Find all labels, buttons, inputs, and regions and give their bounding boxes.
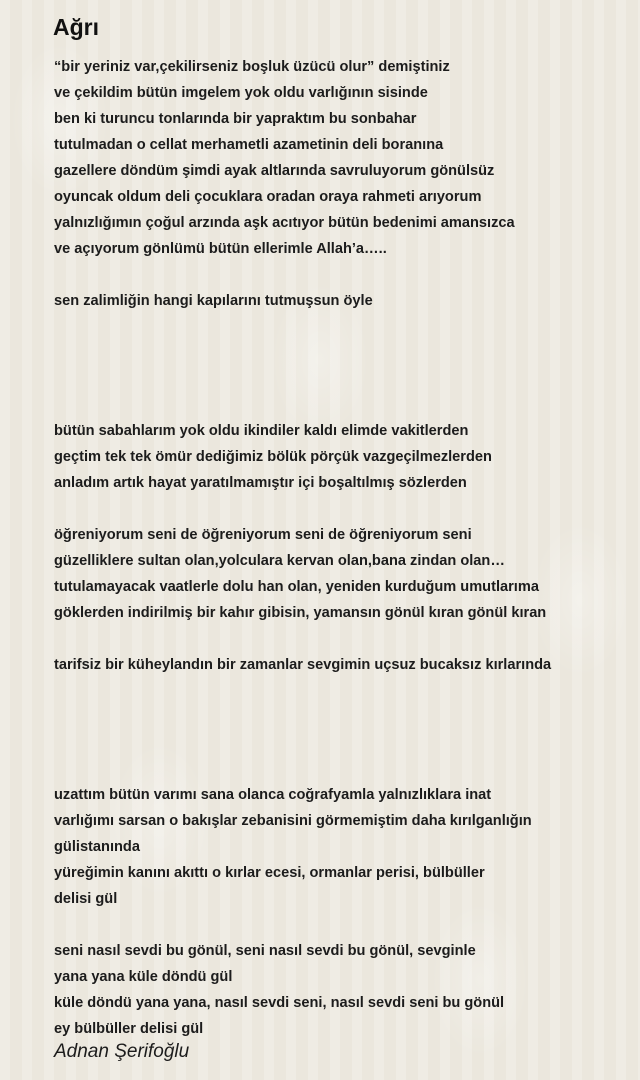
poem-line: geçtim tek tek ömür dediğimiz bölük pörçük vazgeçilmezlerden	[54, 449, 492, 465]
poem-line: yana yana küle döndü gül	[54, 969, 233, 985]
poem-line	[54, 730, 634, 756]
poem-line: uzattım bütün varımı sana olanca coğrafyamla yalnızlıklara inat	[54, 787, 492, 803]
poem-line	[54, 496, 634, 522]
poem-line	[54, 366, 634, 392]
author-name: Adnan Şerifoğlu	[54, 1041, 190, 1062]
poem-line: bütün sabahlarım yok oldu ikindiler kaldı elimde vakitlerden	[54, 423, 469, 439]
poem-line: seni nasıl sevdi bu gönül, seni nasıl sevdi bu gönül, sevginle	[54, 943, 476, 959]
poem-line: ve açıyorum gönlümü bütün ellerimle Allah’a…..	[54, 241, 387, 257]
poem-line: yüreğimin kanını akıttı o kırlar ecesi, ormanlar perisi, bülbüller	[54, 865, 485, 881]
poem-line: ben ki turuncu tonlarında bir yapraktım bu sonbahar	[54, 111, 417, 127]
poem-line: gülistanında	[54, 839, 140, 855]
poem-line	[54, 626, 634, 652]
poem-line: tutulmadan o cellat merhametli azametinin deli boranına	[54, 137, 444, 153]
poem-title: Ağrı	[53, 14, 99, 40]
poem-line: delisi gül	[54, 891, 118, 907]
poem-line	[54, 756, 634, 782]
poem-line: ve çekildim bütün imgelem yok oldu varlığının sisinde	[54, 85, 428, 101]
poem-line: sen zalimliğin hangi kapılarını tutmuşsun öyle	[54, 293, 373, 309]
poem-line: ey bülbüller delisi gül	[54, 1021, 204, 1037]
poem-line: küle döndü yana yana, nasıl sevdi seni, nasıl sevdi seni bu gönül	[54, 995, 505, 1011]
poem-line: “bir yeriniz var,çekilirseniz boşluk üzücü olur” demiştiniz	[54, 59, 450, 75]
poem-body	[54, 54, 634, 1042]
poem-line	[54, 678, 634, 704]
poem-line	[54, 262, 634, 288]
poem-line: tarifsiz bir küheylandın bir zamanlar sevgimin uçsuz bucaksız kırlarında	[54, 657, 552, 673]
poem-line: varlığımı sarsan o bakışlar zebanisini görmemiştim daha kırılganlığın	[54, 813, 532, 829]
poem-line: göklerden indirilmiş bir kahır gibisin, yamansın gönül kıran gönül kıran	[54, 605, 547, 621]
poem-line	[54, 704, 634, 730]
poem-line: güzelliklere sultan olan,yolculara kervan olan,bana zindan olan…	[54, 553, 505, 569]
poem-line: oyuncak oldum deli çocuklara oradan oraya rahmeti arıyorum	[54, 189, 482, 205]
poem-line: yalnızlığımın çoğul arzında aşk acıtıyor bütün bedenimi amansızca	[54, 215, 515, 231]
poem-line	[54, 314, 634, 340]
poem-line: öğreniyorum seni de öğreniyorum seni de öğreniyorum seni	[54, 527, 472, 543]
poem-line: anladım artık hayat yaratılmamıştır içi boşaltılmış sözlerden	[54, 475, 467, 491]
poem-line: tutulamayacak vaatlerle dolu han olan, yeniden kurduğum umutlarıma	[54, 579, 539, 595]
poem-line	[54, 340, 634, 366]
poem-line: gazellere döndüm şimdi ayak altlarında savruluyorum gönülsüz	[54, 163, 495, 179]
poem-line	[54, 912, 634, 938]
poem-line	[54, 392, 634, 418]
